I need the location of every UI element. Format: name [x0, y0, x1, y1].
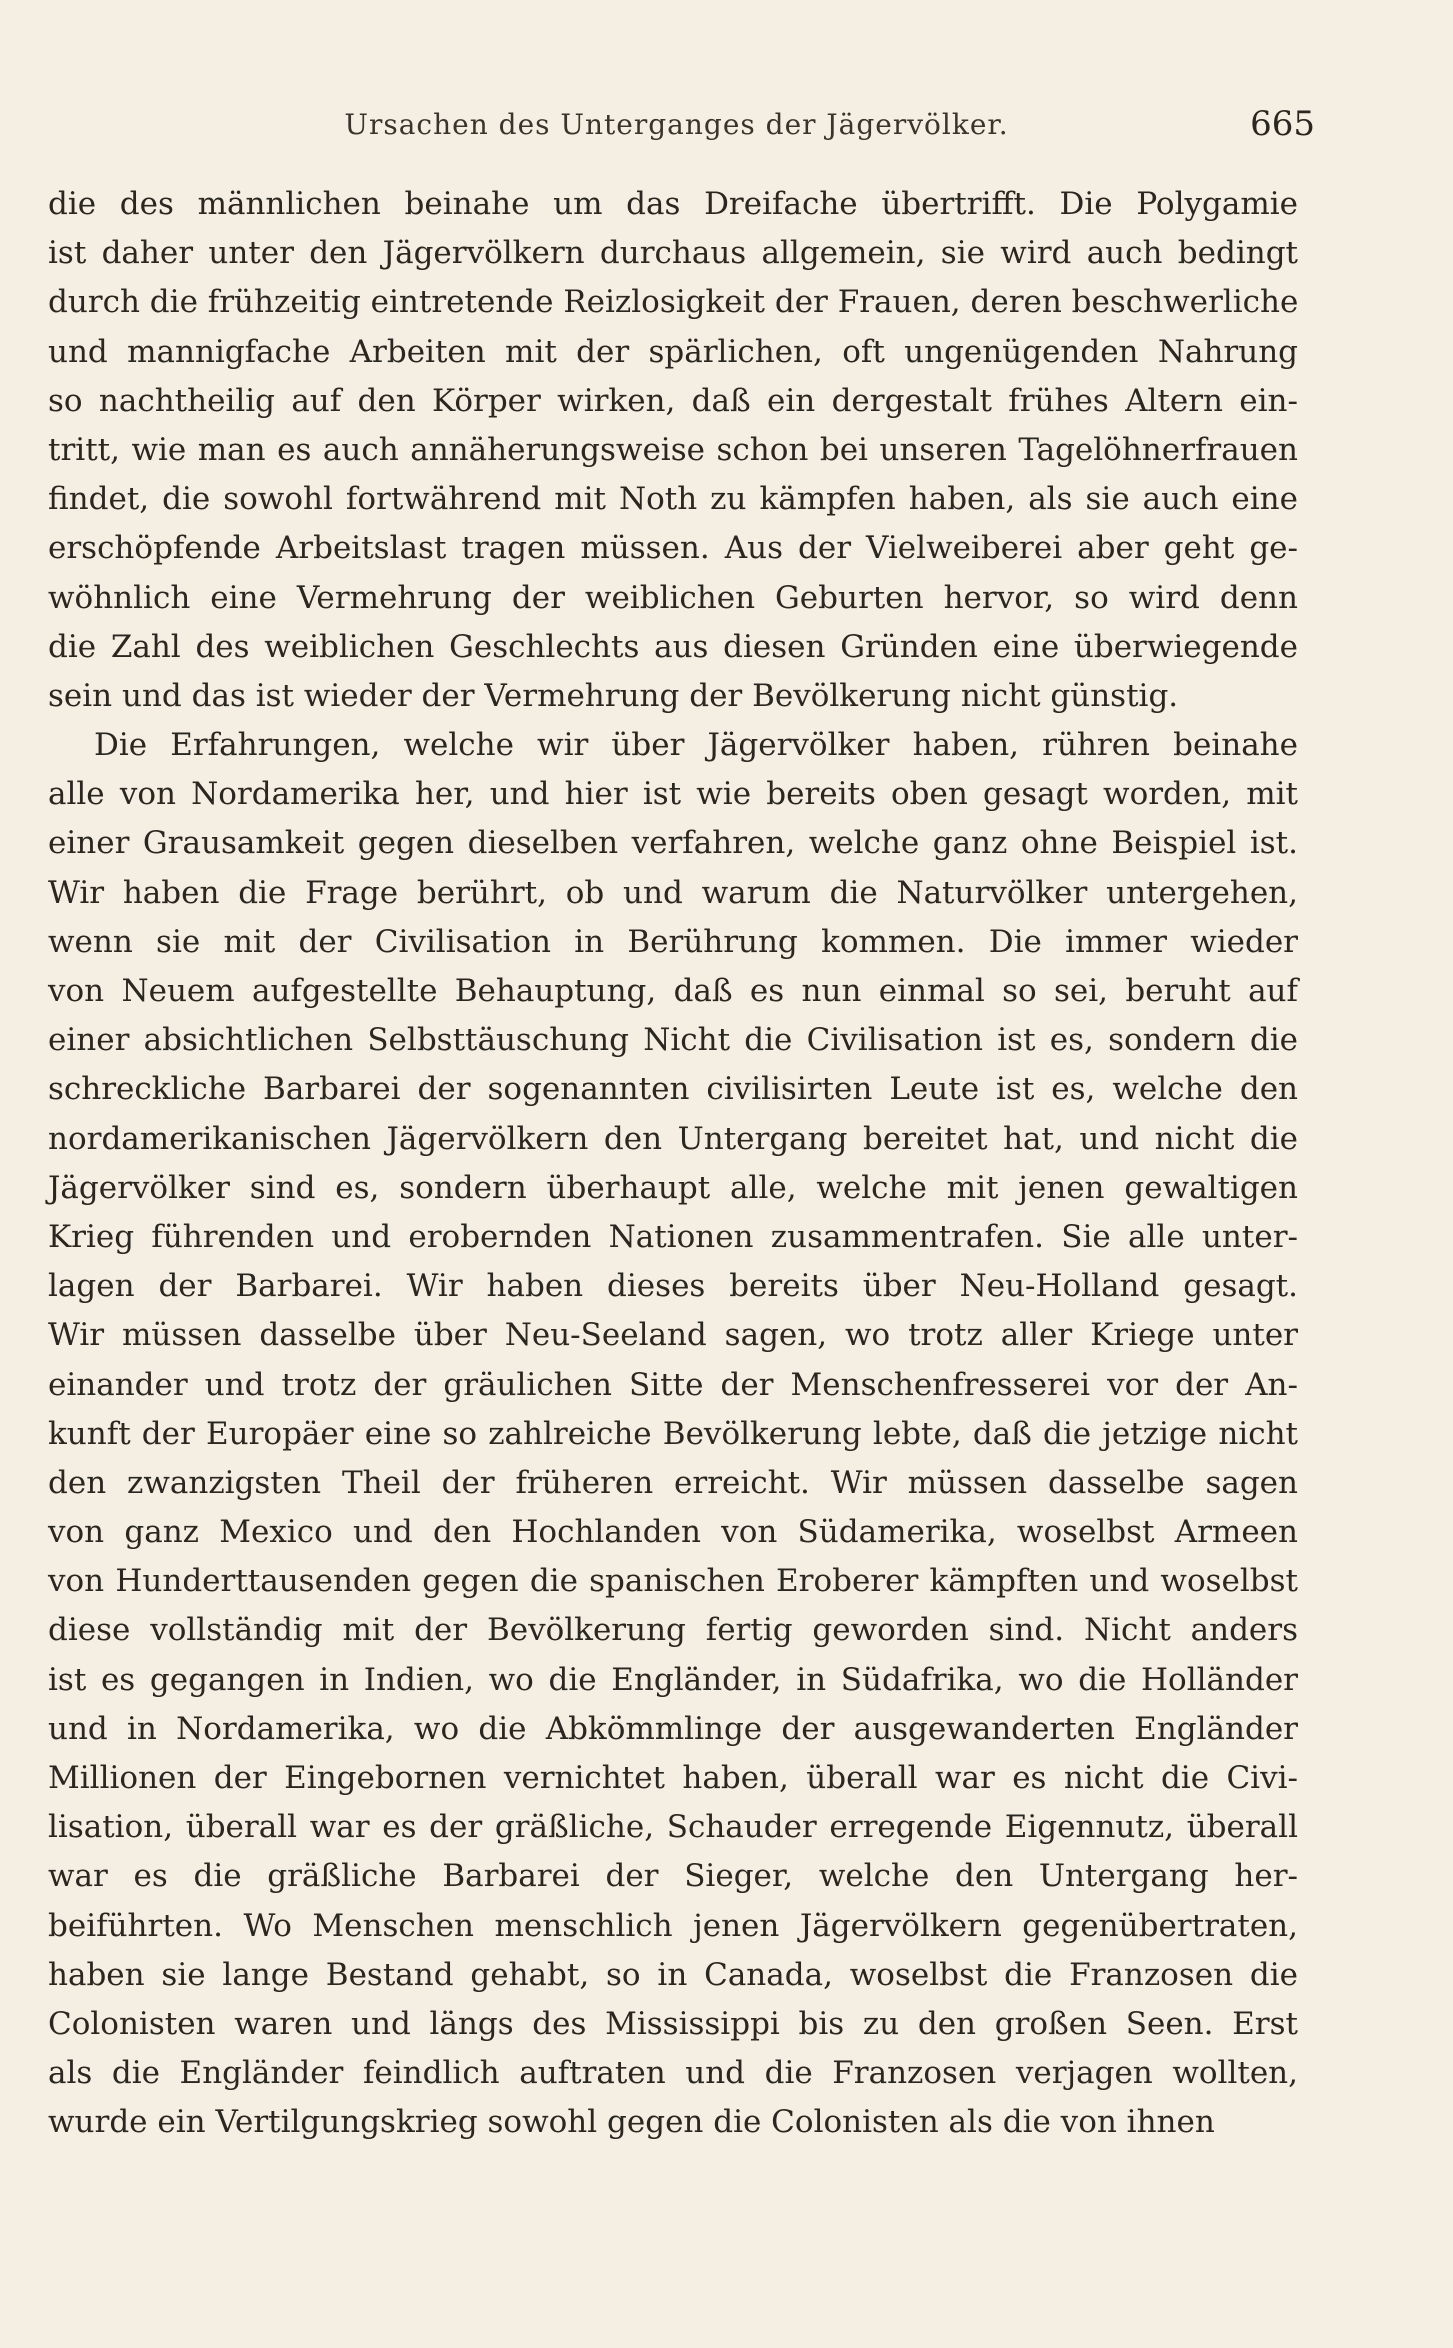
- text-line: Wir müssen dasselbe über Neu-Seeland sagen, wo trotz aller Kriege unter: [48, 1317, 1298, 1354]
- text-line: alle von Nordamerika her, und hier ist wie bereits oben gesagt worden, mit: [48, 776, 1298, 813]
- text-line: Jägervölker sind es, sondern überhaupt alle, welche mit jenen gewaltigen: [48, 1169, 1298, 1206]
- text-line: Colonisten waren und längs des Mississippi bis zu den großen Seen. Erst: [48, 2005, 1298, 2042]
- text-line: einander und trotz der gräulichen Sitte der Menschenfresserei vor der An-: [48, 1366, 1298, 1403]
- text-line: die des männlichen beinahe um das Dreifache übertrifft. Die Polygamie: [48, 186, 1298, 222]
- text-line: den zwanzigsten Theil der früheren erreicht. Wir müssen dasselbe sagen: [48, 1464, 1298, 1501]
- body-text: [48, 180, 1298, 2148]
- text-line: ist es gegangen in Indien, wo die Engländer, in Südafrika, wo die Holländer: [48, 1661, 1298, 1698]
- text-line: findet, die sowohl fortwährend mit Noth zu kämpfen haben, als sie auch eine: [48, 481, 1298, 518]
- text-line: schreckliche Barbarei der sogenannten civilisirten Leute ist es, welche den: [48, 1071, 1298, 1108]
- text-line: lagen der Barbarei. Wir haben dieses bereits über Neu-Holland gesagt.: [48, 1268, 1298, 1305]
- text-line: nordamerikanischen Jägervölkern den Untergang bereitet hat, und nicht die: [48, 1120, 1298, 1157]
- text-line: sein und das ist wieder der Vermehrung der Bevölkerung nicht günstig.: [48, 677, 1179, 714]
- text-line: Millionen der Eingebornen vernichtet haben, überall war es nicht die Civi-: [48, 1760, 1298, 1796]
- text-line: wöhnlich eine Vermehrung der weiblichen Geburten hervor, so wird denn: [48, 579, 1298, 616]
- running-title: Ursachen des Unterganges der Jägervölker.: [344, 108, 1009, 141]
- text-line: wurde ein Vertilgungskrieg sowohl gegen die Colonisten als die von ihnen: [48, 2104, 1215, 2141]
- text-line: von Hunderttausenden gegen die spanischen Eroberer kämpften und woselbst: [48, 1563, 1298, 1600]
- text-line: durch die frühzeitig eintretende Reizlosigkeit der Frauen, deren beschwerliche: [48, 284, 1299, 321]
- text-line: Die Erfahrungen, welche wir über Jägervölker haben, rühren beinahe: [94, 727, 1298, 764]
- text-line: die Zahl des weiblichen Geschlechts aus diesen Gründen eine überwiegende: [48, 628, 1298, 665]
- text-line: einer Grausamkeit gegen dieselben verfahren, welche ganz ohne Beispiel ist.: [48, 825, 1298, 862]
- text-line: von Neuem aufgestellte Behauptung, daß es nun einmal so sei, beruht auf: [48, 973, 1298, 1009]
- text-line: von ganz Mexico und den Hochlanden von Südamerika, woselbst Armeen: [48, 1514, 1298, 1551]
- text-line: ist daher unter den Jägervölkern durchaus allgemein, sie wird auch bedingt: [48, 235, 1298, 272]
- text-line: Krieg führenden und erobernden Nationen zusammentrafen. Sie alle unter-: [48, 1218, 1298, 1255]
- text-line: so nachtheilig auf den Körper wirken, daß ein dergestalt frühes Altern ein-: [48, 382, 1298, 419]
- page-header: [48, 104, 1315, 152]
- page-number: 665: [1250, 104, 1315, 144]
- paragraph: [48, 721, 1298, 2147]
- text-line: wenn sie mit der Civilisation in Berührung kommen. Die immer wieder: [48, 923, 1298, 960]
- text-line: lisation, überall war es der gräßliche, Schauder erregende Eigennutz, überall: [48, 1809, 1298, 1846]
- text-line: und in Nordamerika, wo die Abkömmlinge der ausgewanderten Engländer: [48, 1710, 1298, 1747]
- text-line: und mannigfache Arbeiten mit der spärlichen, oft ungenügenden Nahrung: [48, 333, 1298, 370]
- text-line: tritt, wie man es auch annäherungsweise schon bei unseren Tagelöhnerfrauen: [48, 431, 1298, 468]
- text-line: war es die gräßliche Barbarei der Sieger, welche den Untergang her-: [48, 1858, 1298, 1895]
- text-line: beiführten. Wo Menschen menschlich jenen Jägervölkern gegenübertraten,: [48, 1907, 1298, 1944]
- text-line: kunft der Europäer eine so zahlreiche Bevölkerung lebte, daß die jetzige nicht: [48, 1415, 1298, 1452]
- paragraph: [48, 180, 1298, 721]
- text-line: haben sie lange Bestand gehabt, so in Canada, woselbst die Franzosen die: [48, 1956, 1298, 1993]
- text-line: als die Engländer feindlich auftraten und die Franzosen verjagen wollten,: [48, 2055, 1298, 2092]
- text-line: einer absichtlichen Selbsttäuschung Nicht die Civilisation ist es, sondern die: [48, 1022, 1298, 1059]
- text-line: erschöpfende Arbeitslast tragen müssen. Aus der Vielweiberei aber geht ge-: [48, 530, 1298, 567]
- text-line: diese vollständig mit der Bevölkerung fertig geworden sind. Nicht anders: [48, 1612, 1298, 1649]
- text-line: Wir haben die Frage berührt, ob und warum die Naturvölker untergehen,: [48, 874, 1298, 911]
